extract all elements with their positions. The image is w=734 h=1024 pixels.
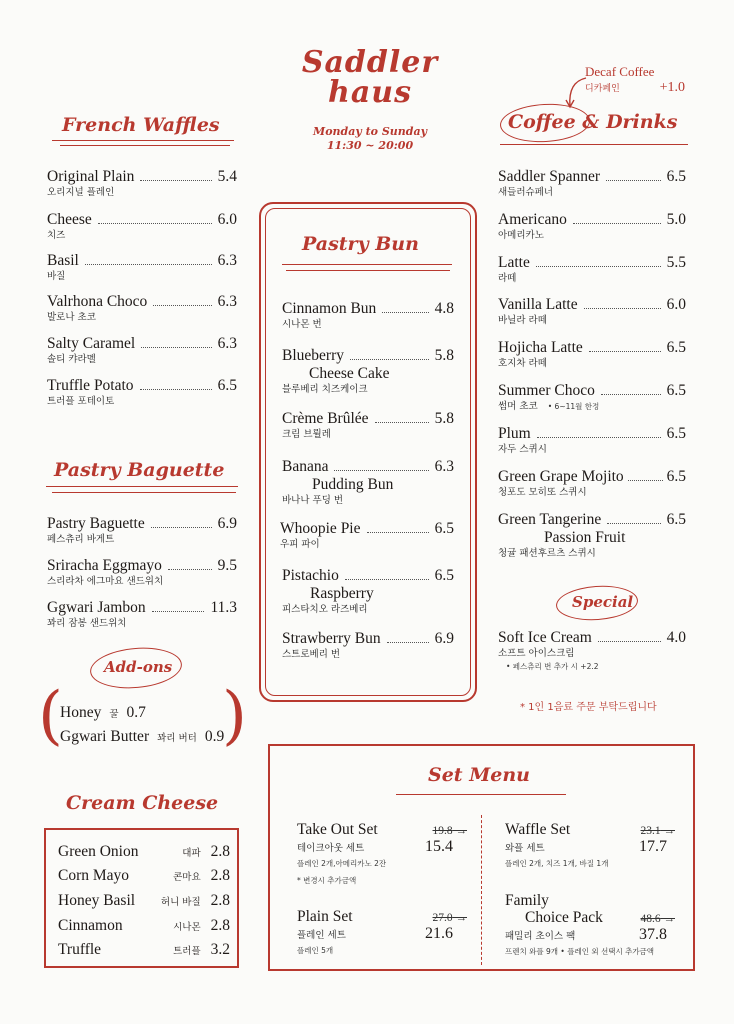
leader-dots xyxy=(141,347,211,348)
pastry-baguette-heading: Pastry Baguette xyxy=(54,459,225,481)
cream-cheese-heading: Cream Cheese xyxy=(66,792,219,814)
item-kor: 바질 xyxy=(47,271,66,282)
item-kor: 스리라차 에그마요 샌드위치 xyxy=(47,576,164,587)
left-bracket-icon: ( xyxy=(38,679,63,753)
item-note: • 6~11월 한정 xyxy=(547,402,600,411)
leader-dots xyxy=(85,264,212,265)
menu-item xyxy=(282,630,454,662)
item-kor: 청포도 모히또 스퀴시 xyxy=(498,487,587,498)
item-kor: 발로나 초코 xyxy=(47,312,96,323)
menu-item xyxy=(47,211,237,243)
right-bracket-icon: ) xyxy=(222,679,247,753)
leader-dots xyxy=(168,569,212,570)
special-heading: Special xyxy=(572,593,634,611)
set-name-line2: Choice Pack xyxy=(525,909,603,926)
menu-item xyxy=(47,599,237,631)
menu-item xyxy=(47,293,237,325)
item-price: 11.3 xyxy=(210,599,237,616)
item-kor: 자두 스퀴시 xyxy=(498,444,547,455)
leader-dots xyxy=(537,437,661,438)
menu-item xyxy=(498,254,686,286)
item-name: Truffle Potato xyxy=(47,377,134,394)
addon-name: Ggwari Butter xyxy=(60,728,150,745)
menu-item xyxy=(282,300,454,332)
opening-time: 11:30 ~ 20:00 xyxy=(326,139,414,152)
addon-item xyxy=(60,728,224,746)
menu-item xyxy=(498,339,686,371)
cc-price: 2.8 xyxy=(210,867,230,884)
set-old-price: 27.0 → xyxy=(432,912,467,924)
cc-kor: 허니 바질 xyxy=(160,897,201,908)
item-price: 6.5 xyxy=(217,377,237,394)
item-price: 6.5 xyxy=(666,425,686,442)
item-name: Latte xyxy=(498,254,530,271)
item-name: Soft Ice Cream xyxy=(498,629,592,646)
set-old-price-value: 48.6 xyxy=(640,913,661,925)
set-desc: 플레인 5개 xyxy=(297,946,334,955)
item-kor: 블루베리 치즈케이크 xyxy=(282,384,368,395)
cc-kor: 대파 xyxy=(182,848,201,859)
cream-cheese-item xyxy=(58,917,230,935)
set-desc: 프렌치 와플 9개 • 플레인 외 선택시 추가금액 xyxy=(505,947,655,956)
item-name-line2: Cheese Cake xyxy=(309,365,390,382)
item-price: 6.5 xyxy=(666,382,686,399)
item-name: Plum xyxy=(498,425,531,442)
set-item xyxy=(297,908,467,956)
addon-name: Honey xyxy=(60,704,102,721)
opening-days: Monday to Sunday xyxy=(313,125,427,138)
item-price: 6.3 xyxy=(217,252,237,269)
menu-item xyxy=(498,211,686,243)
brand-line2: haus xyxy=(328,75,412,110)
item-price: 6.5 xyxy=(666,168,686,185)
set-name: Family xyxy=(505,892,549,909)
item-name: Vanilla Latte xyxy=(498,296,578,313)
cream-cheese-item xyxy=(58,867,230,885)
decaf-label: Decaf Coffee xyxy=(585,64,655,79)
item-kor: 아메리카노 xyxy=(498,230,544,241)
leader-dots xyxy=(350,359,429,360)
cc-price: 3.2 xyxy=(210,941,230,958)
cc-price: 2.8 xyxy=(210,843,230,860)
item-price: 5.4 xyxy=(217,168,237,185)
item-price: 6.9 xyxy=(434,630,454,647)
set-item xyxy=(505,821,675,869)
item-name: Saddler Spanner xyxy=(498,168,601,185)
addon-kor: 꿀 xyxy=(109,709,119,720)
addon-kor: 꽈리 버터 xyxy=(157,733,197,744)
leader-dots xyxy=(573,223,661,224)
item-kor: 소프트 아이스크림 xyxy=(498,648,575,659)
item-kor: 우피 파이 xyxy=(280,539,320,550)
item-kor: 솔티 캬라멜 xyxy=(47,354,96,365)
item-name: Crème Brûlée xyxy=(282,410,369,427)
leader-dots xyxy=(589,351,661,352)
item-name: Ggwari Jambon xyxy=(47,599,146,616)
set-menu-heading: Set Menu xyxy=(428,764,530,786)
item-name: Sriracha Eggmayo xyxy=(47,557,162,574)
item-price: 6.3 xyxy=(434,458,454,475)
menu-item xyxy=(47,377,237,409)
leader-dots xyxy=(152,611,205,612)
item-price: 6.3 xyxy=(217,293,237,310)
menu-item xyxy=(47,168,237,200)
set-new-price: 21.6 xyxy=(425,925,453,942)
set-desc: 플레인 2개, 치즈 1개, 바질 1개 xyxy=(505,859,609,868)
cream-cheese-item xyxy=(58,941,230,959)
set-new-price: 17.7 xyxy=(639,838,667,855)
item-price: 6.5 xyxy=(666,339,686,356)
item-name: Basil xyxy=(47,252,79,269)
pastry-baguette-underline-2 xyxy=(52,492,236,493)
set-item xyxy=(297,821,467,886)
menu-item xyxy=(498,468,686,500)
set-old-price-value: 23.1 xyxy=(640,825,661,837)
set-kor: 테이크아웃 세트 xyxy=(297,843,365,854)
set-new-price: 37.8 xyxy=(639,926,667,943)
item-kor: 바닐라 라떼 xyxy=(498,315,547,326)
cc-kor: 콘마요 xyxy=(173,872,201,883)
item-name: Green Tangerine xyxy=(498,511,602,528)
menu-item xyxy=(498,425,686,457)
menu-item xyxy=(282,410,454,442)
leader-dots xyxy=(584,308,661,309)
item-name-line2: Pudding Bun xyxy=(312,476,394,493)
item-kor: 치즈 xyxy=(47,230,66,241)
item-name: Cheese xyxy=(47,211,92,228)
item-name: Pistachio xyxy=(282,567,339,584)
item-name: Banana xyxy=(282,458,329,475)
set-menu-divider xyxy=(481,815,482,965)
leader-dots xyxy=(334,470,428,471)
set-old-price: 19.8 → xyxy=(432,825,467,837)
item-price: 5.0 xyxy=(666,211,686,228)
item-name: Salty Caramel xyxy=(47,335,136,352)
set-kor: 와플 세트 xyxy=(505,843,545,854)
opening-hours xyxy=(290,125,450,153)
menu-item xyxy=(47,557,237,589)
item-name: Valrhona Choco xyxy=(47,293,148,310)
addon-price: 0.9 xyxy=(204,728,225,745)
brand-line1: Saddler xyxy=(301,45,439,80)
item-kor: 트러플 포테이토 xyxy=(47,396,115,407)
item-name-line2: Passion Fruit xyxy=(544,529,626,546)
item-price: 6.5 xyxy=(666,511,686,528)
set-item xyxy=(505,892,675,957)
item-kor: 라떼 xyxy=(498,273,517,284)
item-kor: 바나나 푸딩 번 xyxy=(282,495,344,506)
item-kor: 페스츄리 바게트 xyxy=(47,534,115,545)
decaf-note xyxy=(585,64,685,96)
item-price: 5.5 xyxy=(666,254,686,271)
leader-dots xyxy=(140,180,211,181)
menu-item xyxy=(498,168,686,200)
set-new-price: 15.4 xyxy=(425,838,453,855)
set-old-price-value: 19.8 xyxy=(432,825,453,837)
menu-item xyxy=(282,567,454,617)
set-menu-underline xyxy=(396,794,566,795)
leader-dots xyxy=(382,312,428,313)
french-waffles-heading: French Waffles xyxy=(62,114,220,136)
set-name: Waffle Set xyxy=(505,821,571,838)
leader-dots xyxy=(153,305,211,306)
menu-item xyxy=(47,252,237,284)
set-note: * 변경시 추가금액 xyxy=(297,876,357,885)
item-name: Whoopie Pie xyxy=(280,520,361,537)
item-kor: 피스타치오 라즈베리 xyxy=(282,604,368,615)
item-kor: 새들러슈페너 xyxy=(498,187,554,198)
cream-cheese-item xyxy=(58,892,230,910)
item-price: 5.8 xyxy=(434,347,454,364)
leader-dots xyxy=(345,579,429,580)
menu-item xyxy=(280,520,454,552)
item-price: 6.5 xyxy=(434,567,454,584)
cc-name: Corn Mayo xyxy=(58,867,130,884)
leader-dots xyxy=(387,642,429,643)
cc-name: Honey Basil xyxy=(58,892,136,909)
leader-dots xyxy=(598,641,661,642)
french-waffles-underline-2 xyxy=(60,145,230,146)
item-price: 5.8 xyxy=(434,410,454,427)
set-desc: 플레인 2개,아메리카노 2잔 xyxy=(297,859,387,868)
item-name: Hojicha Latte xyxy=(498,339,583,356)
item-price: 6.9 xyxy=(217,515,237,532)
item-name: Green Grape Mojito xyxy=(498,468,624,485)
item-price: 9.5 xyxy=(217,557,237,574)
cc-price: 2.8 xyxy=(210,917,230,934)
set-old-price: 23.1 → xyxy=(640,825,675,837)
item-kor: 청귤 패션후르츠 스퀴시 xyxy=(498,548,596,559)
menu-item xyxy=(47,515,237,547)
menu-item xyxy=(47,335,237,367)
set-old-price: 48.6 → xyxy=(640,913,675,925)
leader-dots xyxy=(98,223,212,224)
leader-dots xyxy=(628,480,663,481)
brand-logo xyxy=(300,45,440,110)
item-name: Americano xyxy=(498,211,567,228)
leader-dots xyxy=(607,523,660,524)
cc-name: Truffle xyxy=(58,941,102,958)
leader-dots xyxy=(606,180,661,181)
item-price: 6.5 xyxy=(434,520,454,537)
addon-item xyxy=(60,704,146,722)
pastry-bun-heading: Pastry Bun xyxy=(302,233,419,255)
leader-dots xyxy=(367,532,429,533)
cc-name: Cinnamon xyxy=(58,917,123,934)
cream-cheese-item xyxy=(58,843,230,861)
set-name: Take Out Set xyxy=(297,821,378,838)
coffee-drinks-heading: Coffee & Drinks xyxy=(508,111,678,133)
item-note: • 페스츄리 번 추가 시 +2.2 xyxy=(506,662,599,671)
item-price: 4.0 xyxy=(666,629,686,646)
decaf-kor: 디카페인 xyxy=(585,84,620,94)
addons-heading: Add-ons xyxy=(104,658,173,676)
leader-dots xyxy=(601,394,661,395)
set-name: Plain Set xyxy=(297,908,353,925)
cc-kor: 트러플 xyxy=(173,946,201,957)
item-kor: 시나몬 번 xyxy=(282,319,322,330)
item-price: 6.0 xyxy=(666,296,686,313)
menu-item xyxy=(282,347,454,397)
cc-name: Green Onion xyxy=(58,843,139,860)
item-name: Blueberry xyxy=(282,347,344,364)
item-kor: 크림 브륄레 xyxy=(282,429,331,440)
menu-item xyxy=(282,458,454,508)
item-price: 6.5 xyxy=(666,468,686,485)
drink-order-notice: * 1인 1음료 주문 부탁드립니다 xyxy=(520,702,657,713)
item-name: Pastry Baguette xyxy=(47,515,145,532)
item-kor: 스트로베리 번 xyxy=(282,649,341,660)
item-name: Summer Choco xyxy=(498,382,595,399)
coffee-drinks-underline xyxy=(500,144,688,145)
set-old-price-value: 27.0 xyxy=(432,912,453,924)
pastry-baguette-underline xyxy=(46,486,238,487)
menu-item xyxy=(498,296,686,328)
set-kor: 플레인 세트 xyxy=(297,930,346,941)
menu-item xyxy=(498,629,686,672)
pastry-bun-underline-2 xyxy=(286,270,450,271)
cc-price: 2.8 xyxy=(210,892,230,909)
leader-dots xyxy=(536,266,661,267)
leader-dots xyxy=(140,389,212,390)
item-kor: 꽈리 잠봉 샌드위치 xyxy=(47,618,127,629)
leader-dots xyxy=(375,422,429,423)
set-kor: 패밀리 초이스 팩 xyxy=(505,931,576,942)
item-price: 4.8 xyxy=(434,300,454,317)
item-name-line2: Raspberry xyxy=(310,585,374,602)
item-price: 6.3 xyxy=(217,335,237,352)
pastry-bun-frame-inner xyxy=(265,208,471,696)
cc-kor: 시나몬 xyxy=(173,922,201,933)
item-kor: 호지차 라떼 xyxy=(498,358,547,369)
item-kor: 오리지널 플레인 xyxy=(47,187,115,198)
menu-item xyxy=(498,511,686,561)
menu-item xyxy=(498,382,686,414)
french-waffles-underline xyxy=(52,140,234,141)
item-kor: 썸머 초코 xyxy=(498,401,538,412)
pastry-bun-underline xyxy=(282,264,452,265)
item-name: Strawberry Bun xyxy=(282,630,381,647)
addon-price: 0.7 xyxy=(126,704,146,721)
leader-dots xyxy=(151,527,212,528)
item-name: Original Plain xyxy=(47,168,135,185)
item-price: 6.0 xyxy=(217,211,237,228)
item-name: Cinnamon Bun xyxy=(282,300,377,317)
decaf-price: +1.0 xyxy=(659,80,685,95)
